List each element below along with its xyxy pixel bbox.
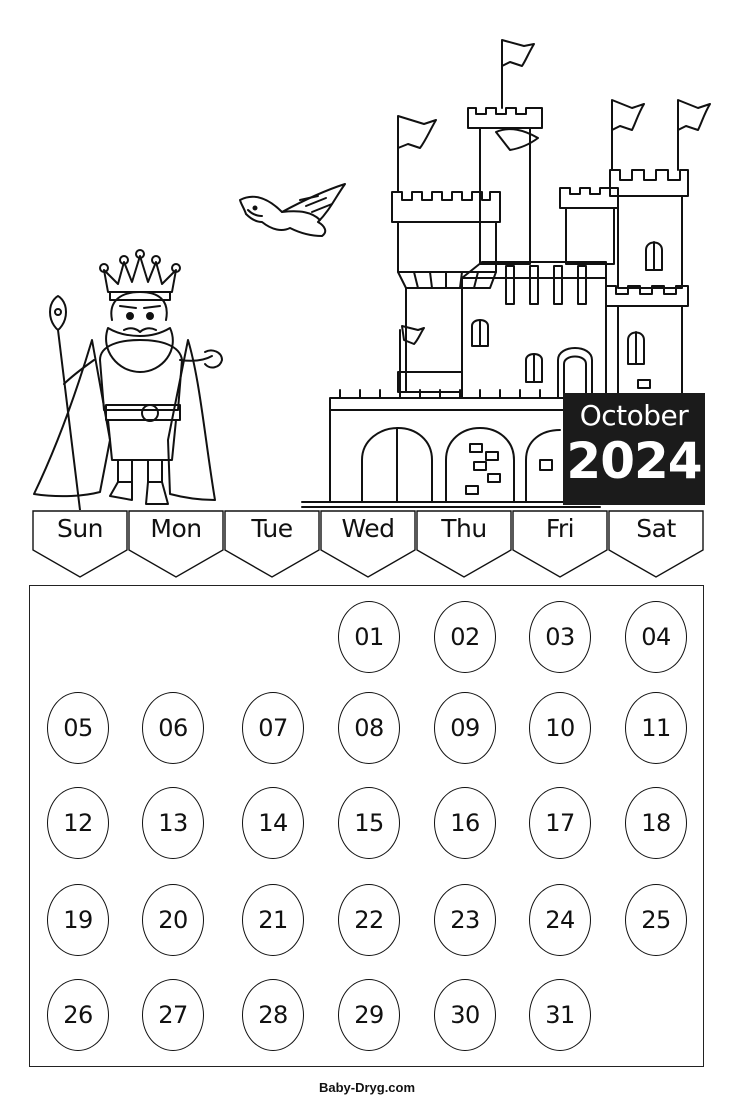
day-cell: 24 xyxy=(529,884,591,956)
weekday-thu xyxy=(416,510,512,580)
day-cell: 09 xyxy=(434,692,496,764)
weekday-tue xyxy=(224,510,320,580)
weekday-header xyxy=(32,510,705,580)
day-cell: 31 xyxy=(529,979,591,1051)
day-cell: 05 xyxy=(47,692,109,764)
day-cell: 10 xyxy=(529,692,591,764)
eagle-icon xyxy=(240,184,345,236)
day-cell: 18 xyxy=(625,787,687,859)
day-cell: 01 xyxy=(338,601,400,673)
day-cell: 12 xyxy=(47,787,109,859)
day-cell: 23 xyxy=(434,884,496,956)
day-cell: 14 xyxy=(242,787,304,859)
day-cell: 15 xyxy=(338,787,400,859)
weekday-wed xyxy=(320,510,416,580)
day-cell: 11 xyxy=(625,692,687,764)
year-label: 2024 xyxy=(566,432,702,490)
month-year-banner xyxy=(563,393,705,505)
day-cell: 21 xyxy=(242,884,304,956)
day-cell: 17 xyxy=(529,787,591,859)
day-cell: 27 xyxy=(142,979,204,1051)
day-cell: 02 xyxy=(434,601,496,673)
weekday-label: Mon xyxy=(150,514,202,543)
day-cell: 29 xyxy=(338,979,400,1051)
weekday-label: Sat xyxy=(636,514,676,543)
day-cell: 20 xyxy=(142,884,204,956)
watermark: Baby-Dryg.com xyxy=(318,1080,416,1095)
day-cell: 08 xyxy=(338,692,400,764)
day-cell: 28 xyxy=(242,979,304,1051)
day-cell: 30 xyxy=(434,979,496,1051)
day-cell: 26 xyxy=(47,979,109,1051)
day-cell: 19 xyxy=(47,884,109,956)
weekday-label: Sun xyxy=(56,514,104,543)
day-cell: 03 xyxy=(529,601,591,673)
weekday-label: Fri xyxy=(545,514,575,543)
day-cell: 25 xyxy=(625,884,687,956)
day-cell: 04 xyxy=(625,601,687,673)
weekday-sun xyxy=(32,510,128,580)
weekday-label: Thu xyxy=(441,514,487,543)
weekday-label: Tue xyxy=(251,514,293,543)
weekday-mon xyxy=(128,510,224,580)
king-icon xyxy=(34,250,222,510)
day-cell: 06 xyxy=(142,692,204,764)
day-cell: 07 xyxy=(242,692,304,764)
day-cell: 16 xyxy=(434,787,496,859)
month-label: October xyxy=(579,399,689,432)
day-cell: 13 xyxy=(142,787,204,859)
weekday-sat xyxy=(608,510,704,580)
day-grid xyxy=(29,585,704,1067)
day-cell: 22 xyxy=(338,884,400,956)
weekday-fri xyxy=(512,510,608,580)
weekday-label: Wed xyxy=(341,514,395,543)
